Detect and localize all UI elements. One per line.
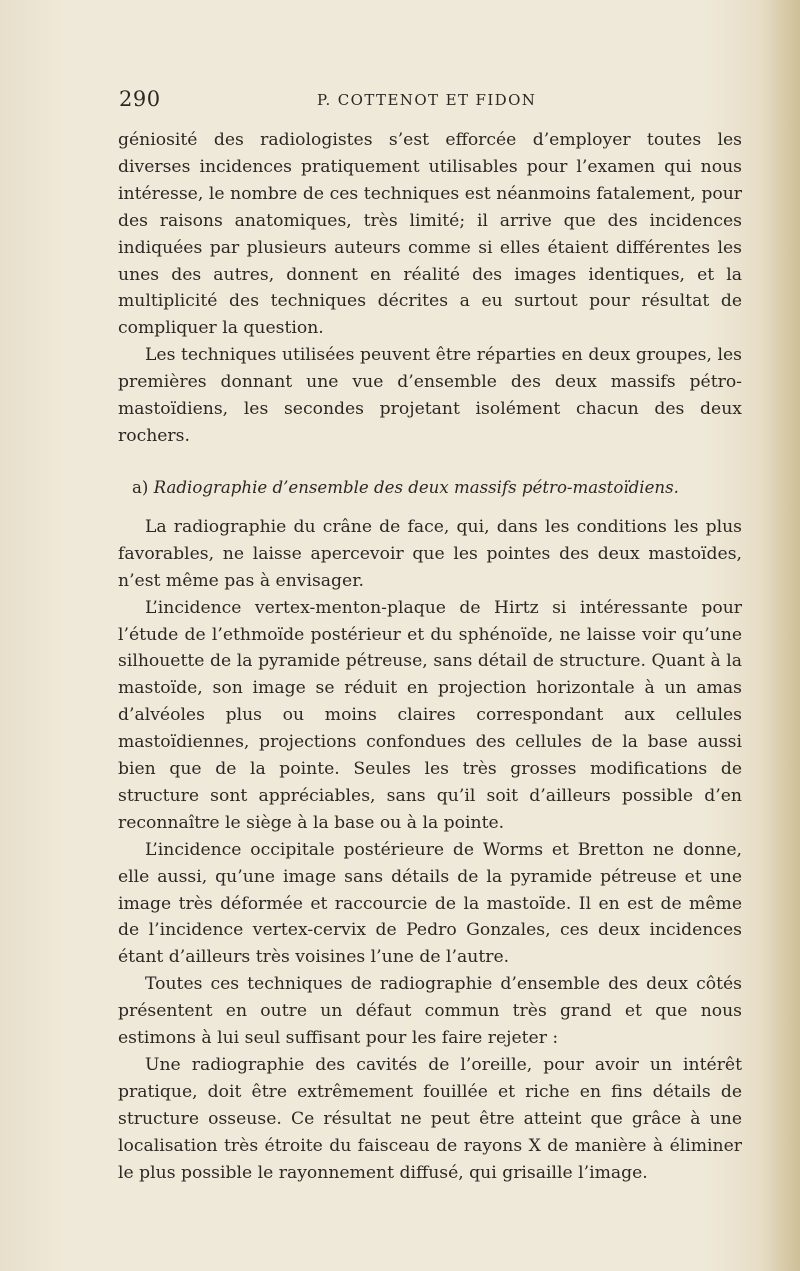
running-head: P. COTTENOT ET FIDON bbox=[317, 91, 537, 109]
section-heading-label: a) bbox=[132, 477, 149, 497]
page-header bbox=[119, 87, 743, 117]
section-heading bbox=[118, 474, 742, 501]
paragraph-hirtz: L’incidence vertex-menton-plaque de Hirtz si intéressante pour l’étude de l’ethmoïde postérieur et du sphénoïde, ne laisse voir qu’une silhouette de la pyramide pétreuse, sans détail de structure. Quant à la mastoïde, son image se réduit en projection horizontale à un amas d’alvéoles plus ou moins claires correspondant aux cellules mastoïdiennes, projections confondues des cellules de la base aussi bien que de la pointe. Seules les très grosses modifications de structure sont appréciables, sans qu’il soit d’ailleurs possible d’en reconnaître le siège à la base ou à la pointe. bbox=[118, 597, 742, 833]
page-number: 290 bbox=[119, 87, 161, 111]
paragraph-techniques-groups: Les techniques utilisées peuvent être réparties en deux groupes, les premières donnant une vue d’ensemble des deux massifs pétro-mastoïdiens, les secondes projetant isolément chacun des deux rochers. bbox=[118, 345, 742, 446]
paragraph-worms-bretton: L’incidence occipitale postérieure de Worms et Bretton ne donne, elle aussi, qu’une image sans détails de la pyramide pétreuse et une image très déformée et raccourcie de la mastoïde. Il en est de même de l’incidence vertex-cervix de Pedro Gonzales, ces deux incidences étant d’ailleurs très voisines l’une de l’autre. bbox=[118, 839, 742, 968]
section-heading-title: Radiographie d’ensemble des deux massifs pétro-mastoïdiens. bbox=[153, 477, 679, 497]
paragraph-continued: géniosité des radiologistes s’est efforcée d’employer toutes les diverses incidences pratiquement utilisables pour l’examen qui nous intéresse, le nombre de ces techniques est néanmoins fatalement, pour des raisons anatomiques, très limité; il arrive que des incidences indiquées par plusieurs auteurs comme si elles étaient différentes les unes des autres, donnent en réalité des images identiques, et la multiplicité des techniques décrites a eu surtout pour résultat de compliquer la question. bbox=[118, 130, 742, 339]
paragraph-defaut-commun: Toutes ces techniques de radiographie d’ensemble des deux côtés présentent en outre un défaut commun très grand et que nous estimons à lui seul suffisant pour les faire rejeter : bbox=[118, 974, 742, 1049]
body-text bbox=[118, 127, 742, 1187]
paragraph-radiographie-oreille: Une radiographie des cavités de l’oreille, pour avoir un intérêt pratique, doit être extrêmement fouillée et riche en fins détails de structure osseuse. Ce résultat ne peut être atteint que grâce à une localisation très étroite du faisceau de rayons X de manière à éliminer le plus possible le rayonnement diffusé, qui grisaille l’image. bbox=[118, 1055, 742, 1183]
paragraph-crane-de-face: La radiographie du crâne de face, qui, dans les conditions les plus favorables, ne laisse apercevoir que les pointes des deux mastoïdes, n’est même pas à envisager. bbox=[118, 516, 742, 591]
